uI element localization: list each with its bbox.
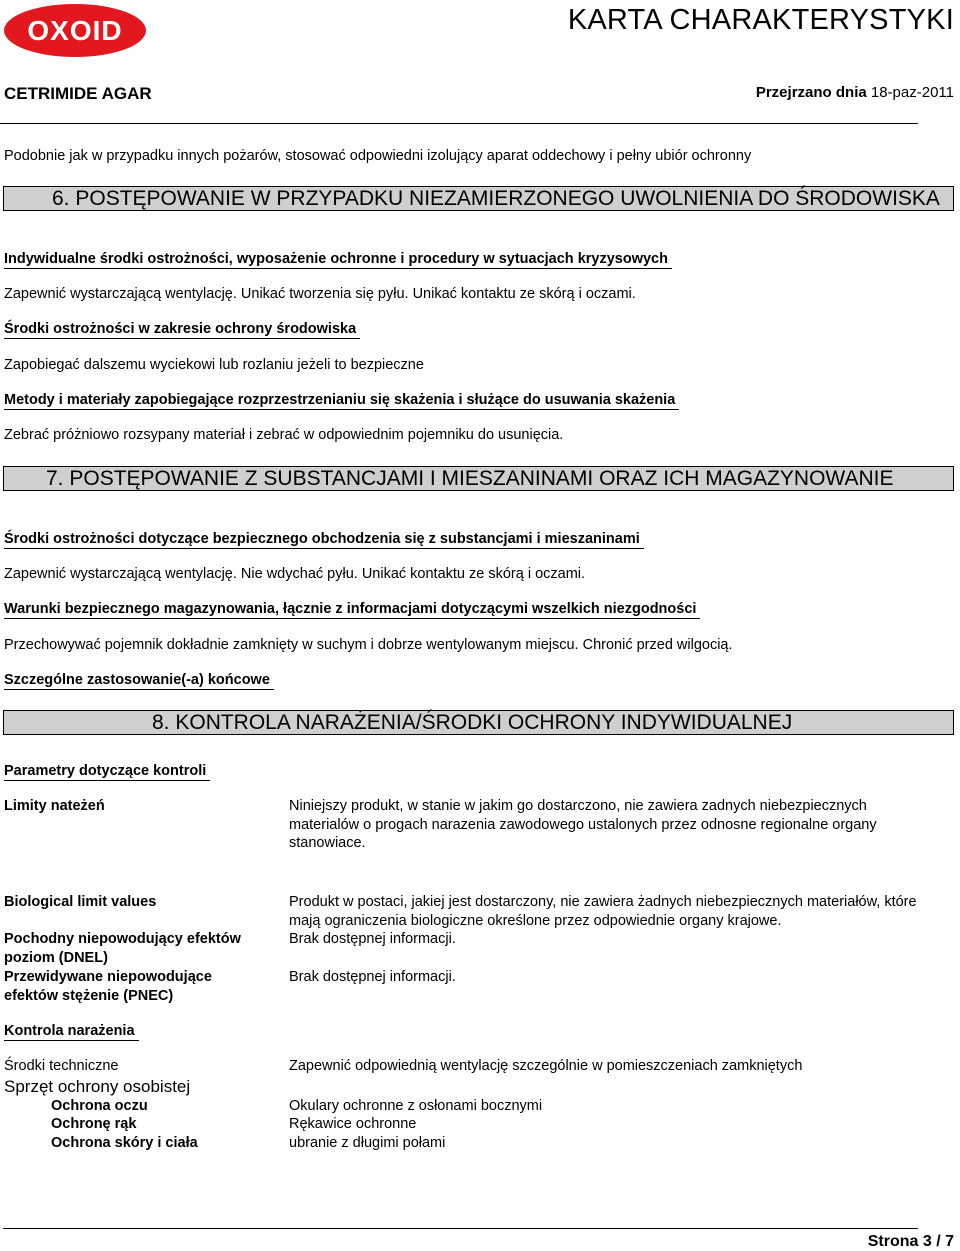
technical-measures-value: Zapewnić odpowiednią wentylację szczególnie w pomieszczeniach zamkniętych <box>289 1058 803 1074</box>
dnel-label: Pochodny niepowodujący efektów poziom (DNEL) <box>4 931 241 966</box>
section-6-header <box>3 186 954 211</box>
page-number <box>868 1233 954 1251</box>
page-number-label: Strona <box>867 1233 919 1250</box>
limits-label: Limity nateżeń <box>4 798 105 814</box>
footer-divider <box>3 1228 918 1229</box>
section-8-title: 8. KONTROLA NARAŻENIA/ŚRODKI OCHRONY INDYWIDUALNEJ <box>152 711 793 734</box>
hand-protection-label: Ochronę rąk <box>51 1116 137 1132</box>
biological-limits-value: Produkt w postaci, jakiej jest dostarczony, nie zawiera żadnych niebezpiecznych materiałów, które mają ograniczenia biologiczne określone przez odpowiednie organy krajowe. <box>289 894 917 929</box>
section-8-subheading-exposure-controls: Kontrola narażenia <box>4 1023 139 1041</box>
section-6-title: 6. POSTĘPOWANIE W PRZYPADKU NIEZAMIERZONEGO UWOLNIENIA DO ŚRODOWISKA <box>52 187 940 210</box>
section-8-header <box>3 710 954 735</box>
section-7-header <box>3 466 954 491</box>
eye-protection-label: Ochrona oczu <box>51 1098 148 1114</box>
section-6-subheading-precautions: Indywidualne środki ostrożności, wyposażenie ochronne i procedury w sytuacjach kryzysowych <box>4 251 672 269</box>
oxoid-logo <box>3 3 147 58</box>
section-7-title: 7. POSTĘPOWANIE Z SUBSTANCJAMI I MIESZANINAMI ORAZ ICH MAGAZYNOWANIE <box>46 467 894 490</box>
section-8-subheading-control-parameters: Parametry dotyczące kontroli <box>4 763 210 781</box>
section-7-text-storage: Przechowywać pojemnik dokładnie zamknięty w suchym i dobrze wentylowanym miejscu. Chronić przed wilgocią. <box>4 637 733 653</box>
document-title: KARTA CHARAKTERYSTYKI <box>567 4 954 36</box>
revision-label: Przejrzano dnia <box>755 84 867 101</box>
section-6-text-environment: Zapobiegać dalszemu wyciekowi lub rozlaniu jeżeli to bezpieczne <box>4 357 424 373</box>
biological-limits-label: Biological limit values <box>4 894 157 910</box>
skin-protection-value: ubranie z długimi połami <box>289 1135 446 1151</box>
limits-value: Niniejszy produkt, w stanie w jakim go dostarczono, nie zawiera zadnych niebezpiecznych materialów o progach narazenia zawodowego ustalonych przez odnosne regionalne organy stanowiace. <box>289 798 877 851</box>
page-number-value: 3 / 7 <box>922 1233 954 1250</box>
section-6-subheading-cleanup: Metody i materiały zapobiegające rozprzestrzenianiu się skażenia i służące do usuwania skażenia <box>4 392 679 410</box>
section-6-text-precautions: Zapewnić wystarczającą wentylację. Unikać tworzenia się pyłu. Unikać kontaktu ze skórą i oczami. <box>4 286 636 302</box>
logo-text: OXOID <box>27 15 123 46</box>
technical-measures-label: Środki techniczne <box>4 1058 119 1074</box>
section-7-subheading-storage: Warunki bezpiecznego magazynowania, łącznie z informacjami dotyczącymi wszelkich niezgodności <box>4 601 700 619</box>
section-6-text-cleanup: Zebrać próżniowo rozsypany materiał i zebrać w odpowiednim pojemniku do usunięcia. <box>4 427 564 443</box>
product-name: CETRIMIDE AGAR <box>4 84 152 103</box>
section-7-text-handling: Zapewnić wystarczającą wentylację. Nie wdychać pyłu. Unikać kontaktu ze skórą i oczami. <box>4 566 586 582</box>
section-6-subheading-environment: Środki ostrożności w zakresie ochrony środowiska <box>4 321 360 339</box>
intro-line: Podobnie jak w przypadku innych pożarów, stosować odpowiedni izolujący aparat oddechowy i pełny ubiór ochronny <box>4 148 752 164</box>
eye-protection-value: Okulary ochronne z osłonami bocznymi <box>289 1098 543 1114</box>
ppe-label: Sprzęt ochrony osobistej <box>4 1077 191 1096</box>
revision-value: 18-paz-2011 <box>870 84 954 101</box>
section-7-subheading-end-use: Szczególne zastosowanie(-a) końcowe <box>4 672 274 690</box>
pnec-value: Brak dostępnej informacji. <box>289 969 456 985</box>
header-divider <box>0 123 918 124</box>
skin-protection-label: Ochrona skóry i ciała <box>51 1135 198 1151</box>
pnec-label: Przewidywane niepowodujące efektów stężenie (PNEC) <box>4 969 212 1004</box>
hand-protection-value: Rękawice ochronne <box>289 1116 417 1132</box>
dnel-value: Brak dostępnej informacji. <box>289 931 456 947</box>
revision-date <box>756 84 954 101</box>
section-7-subheading-handling: Środki ostrożności dotyczące bezpiecznego obchodzenia się z substancjami i mieszaninami <box>4 531 644 549</box>
